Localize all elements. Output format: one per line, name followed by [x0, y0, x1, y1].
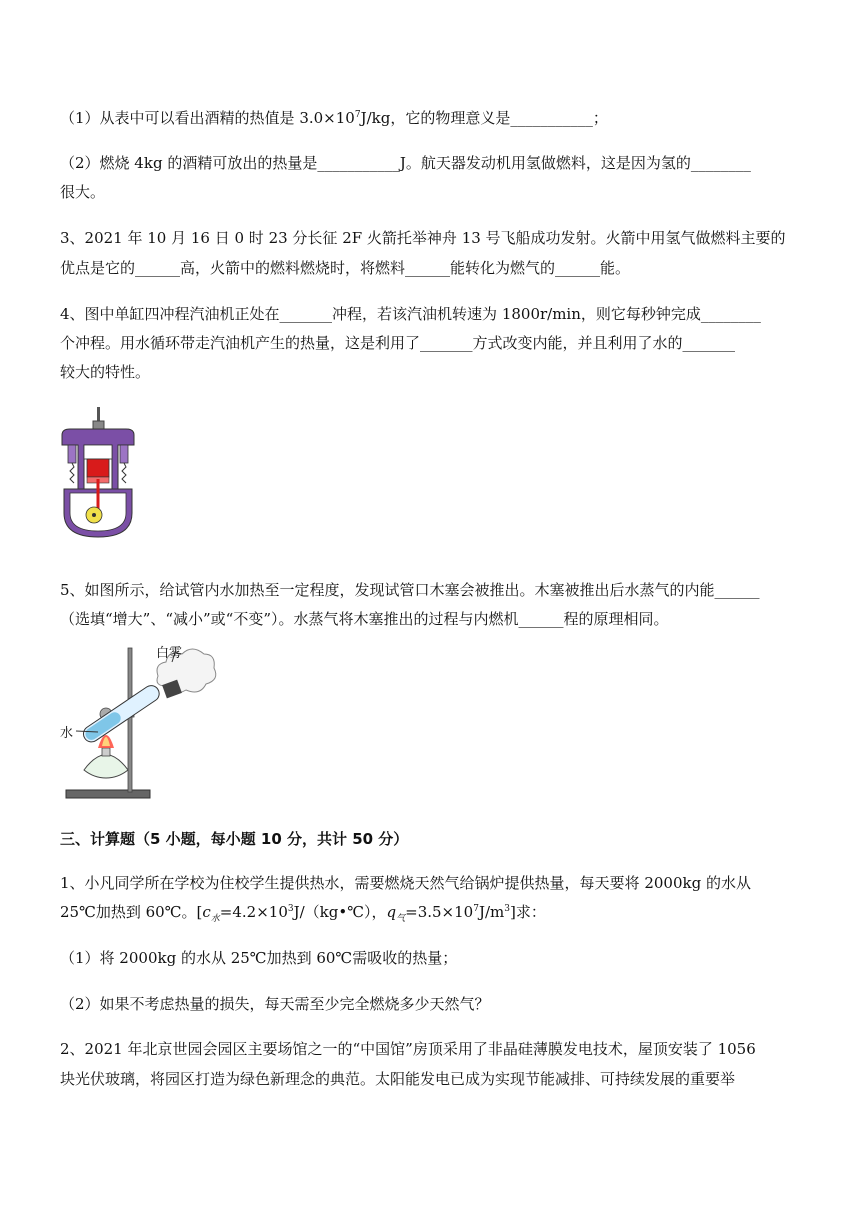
text-line: 很大。 [60, 183, 106, 201]
test-tube-diagram [58, 642, 218, 802]
symbol-c: c [202, 903, 211, 921]
text-line: （选填“增大”、“减小”或“不变”）。水蒸气将木塞推出的过程与内燃机______程的原理相同。 [60, 610, 669, 628]
subscript: 水 [210, 914, 220, 924]
text-line: 较大的特性。 [60, 363, 151, 381]
text-line [60, 108, 608, 128]
calc-question-1: 1、小凡同学所在学校为住校学生提供热水，需要燃烧天然气给锅炉提供热量，每天要将 2000kg 的水从 [60, 874, 751, 892]
question-3: 3、2021 年 10 月 16 日 0 时 23 分长征 2F 火箭托举神舟 13 号飞船成功发射。火箭中用氢气做燃料主要的 [60, 229, 786, 247]
text-segment: J/m [478, 903, 505, 921]
text-line: 优点是它的______高，火箭中的燃料燃烧时，将燃料______能转化为燃气的______能。 [60, 259, 631, 277]
text-line: 个冲程。用水循环带走汽油机产生的热量，这是利用了_______方式改变内能，并且利用了水的_______ [60, 334, 736, 352]
question-4: 4、图中单缸四冲程汽油机正处在_______冲程，若该汽油机转速为 1800r/min，则它每秒钟完成________ [60, 305, 761, 323]
superscript: 7 [354, 110, 361, 120]
section-heading: 三、计算题（5 小题，每小题 10 分，共计 50 分） [60, 830, 409, 848]
water-label: 水 [60, 726, 74, 741]
question-5: 5、如图所示，给试管内水加热至一定程度，发现试管口木塞会被推出。木塞被推出后水蒸气的内能______ [60, 581, 760, 599]
text-segment: （1）从表中可以看出酒精的热值是 3.0×10 [60, 109, 355, 127]
text-segment: 25℃加热到 60℃。[ [60, 903, 203, 921]
text-segment: =3.5×10 [405, 903, 474, 921]
text-line: （2）如果不考虑热量的损失，每天需至少完全燃烧多少天然气？ [60, 995, 490, 1013]
text-line [60, 902, 546, 922]
calc-question-2: 2、2021 年北京世园会园区主要场馆之一的“中国馆”房顶采用了非晶硅薄膜发电技术，屋顶安装了 1056 [60, 1040, 756, 1058]
subscript: 气 [396, 914, 406, 924]
piston [87, 459, 109, 477]
text-segment: =4.2×10 [219, 903, 288, 921]
symbol-q: q [386, 903, 397, 921]
text-line: （1）将 2000kg 的水从 25℃加热到 60℃需吸收的热量； [60, 949, 458, 967]
text-segment: J/kg，它的物理意义是___________； [360, 109, 608, 127]
text-line: （2）燃烧 4kg 的酒精可放出的热量是___________J。航天器发动机用氢做燃料，这是因为氢的________ [60, 154, 751, 172]
superscript: 7 [473, 904, 479, 914]
superscript: 3 [287, 904, 294, 914]
engine-diagram [58, 405, 138, 540]
superscript: 3 [504, 904, 510, 914]
text-segment: J/（kg•℃）， [293, 903, 387, 921]
text-segment: ]求： [509, 903, 546, 921]
text-line: 块光伏玻璃，将园区打造为绿色新理念的典范。太阳能发电已成为实现节能减排、可持续发展的重要举 [60, 1070, 736, 1088]
apparatus-drawing [58, 642, 218, 802]
fog-label: 白雾 [156, 646, 183, 661]
